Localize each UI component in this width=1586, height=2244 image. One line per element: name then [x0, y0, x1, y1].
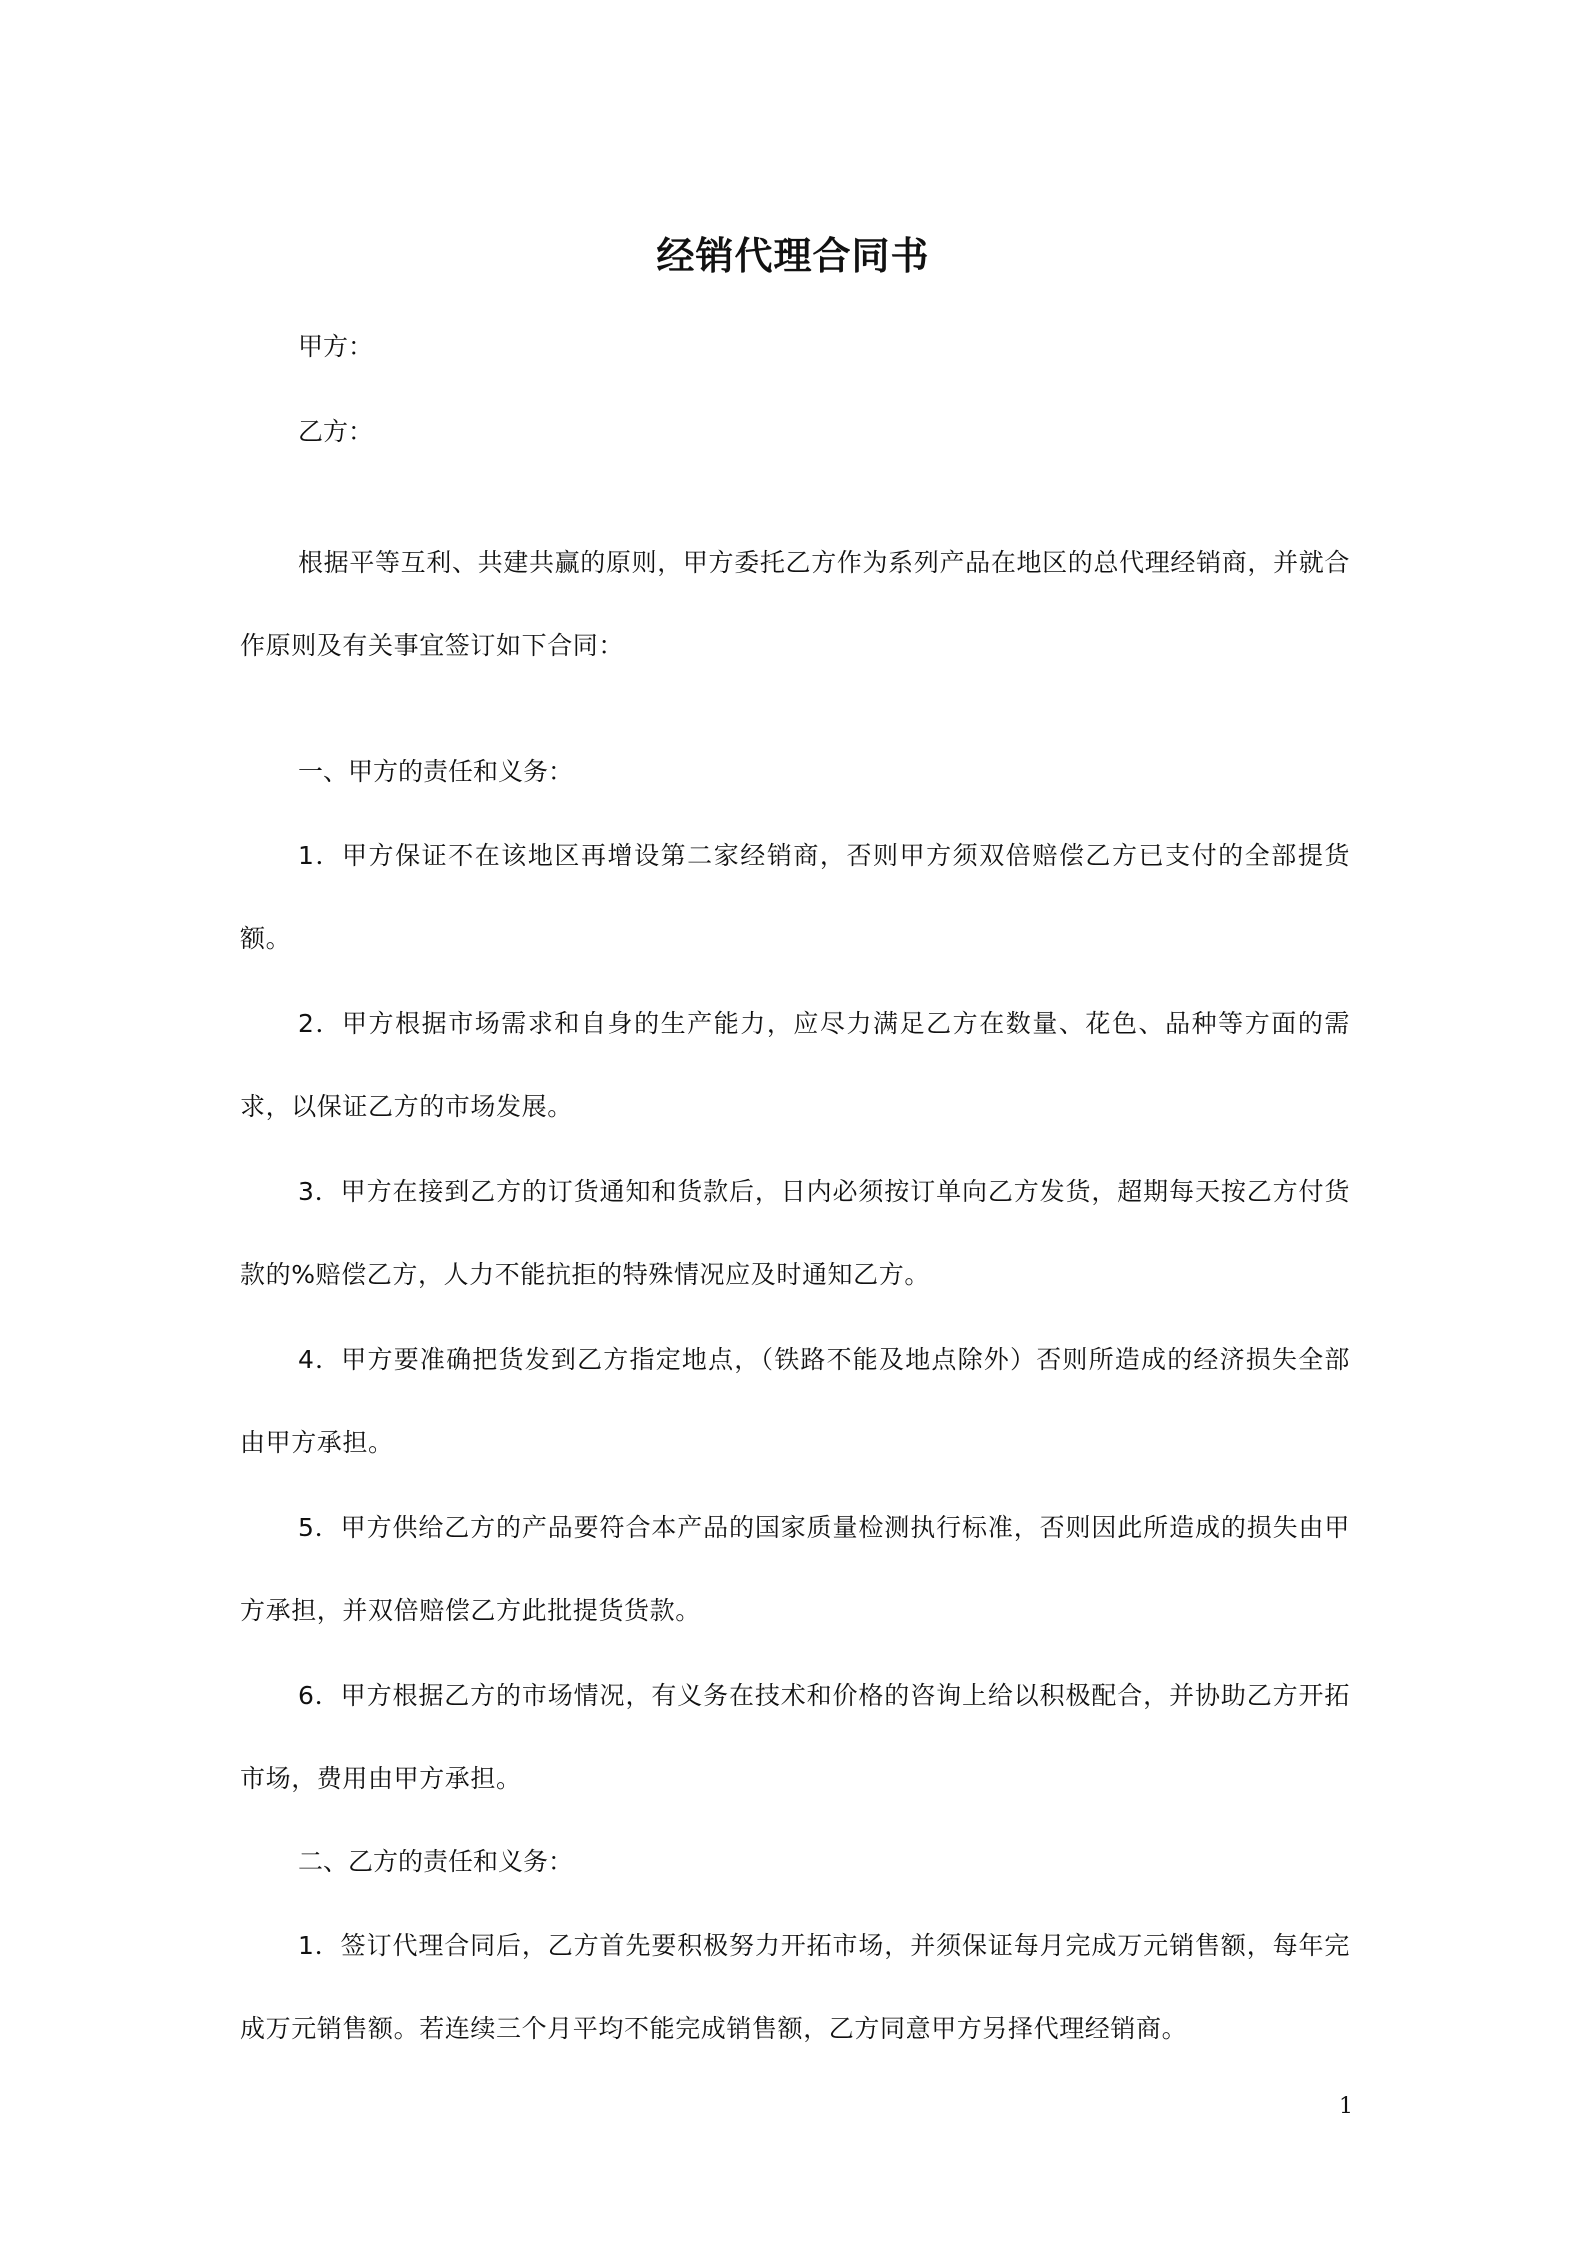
page-number: 1	[1339, 2094, 1353, 2119]
section-1-clause-5: 5．甲方供给乙方的产品要符合本产品的国家质量检测执行标准，否则因此所造成的损失由甲方承担，并双倍赔偿乙方此批提货货款。	[240, 1513, 1350, 1625]
section-1-clause-1: 1．甲方保证不在该地区再增设第二家经销商，否则甲方须双倍赔偿乙方已支付的全部提货额。	[240, 841, 1350, 953]
section-1-clause-2: 2．甲方根据市场需求和自身的生产能力，应尽力满足乙方在数量、花色、品种等方面的需求，以保证乙方的市场发展。	[240, 1009, 1350, 1121]
section-2-clause-1: 1．签订代理合同后，乙方首先要积极努力开拓市场，并须保证每月完成万元销售额，每年完成万元销售额。若连续三个月平均不能完成销售额，乙方同意甲方另择代理经销商。	[240, 1931, 1350, 2043]
intro-paragraph: 根据平等互利、共建共赢的原则，甲方委托乙方作为系列产品在地区的总代理经销商，并就合作原则及有关事宜签订如下合同：	[240, 548, 1350, 660]
section-1-clause-4: 4．甲方要准确把货发到乙方指定地点，（铁路不能及地点除外）否则所造成的经济损失全部由甲方承担。	[240, 1345, 1350, 1457]
section-2-heading: 二、乙方的责任和义务：	[298, 1847, 574, 1876]
section-1-heading: 一、甲方的责任和义务：	[298, 757, 574, 786]
party-b-label: 乙方：	[298, 417, 374, 446]
party-a-label: 甲方：	[298, 332, 374, 361]
section-1-clause-6: 6．甲方根据乙方的市场情况，有义务在技术和价格的咨询上给以积极配合，并协助乙方开拓市场，费用由甲方承担。	[240, 1681, 1350, 1793]
document-title: 经销代理合同书	[656, 234, 930, 278]
section-1-clause-3: 3．甲方在接到乙方的订货通知和货款后，日内必须按订单向乙方发货，超期每天按乙方付货款的%赔偿乙方，人力不能抗拒的特殊情况应及时通知乙方。	[240, 1177, 1350, 1289]
